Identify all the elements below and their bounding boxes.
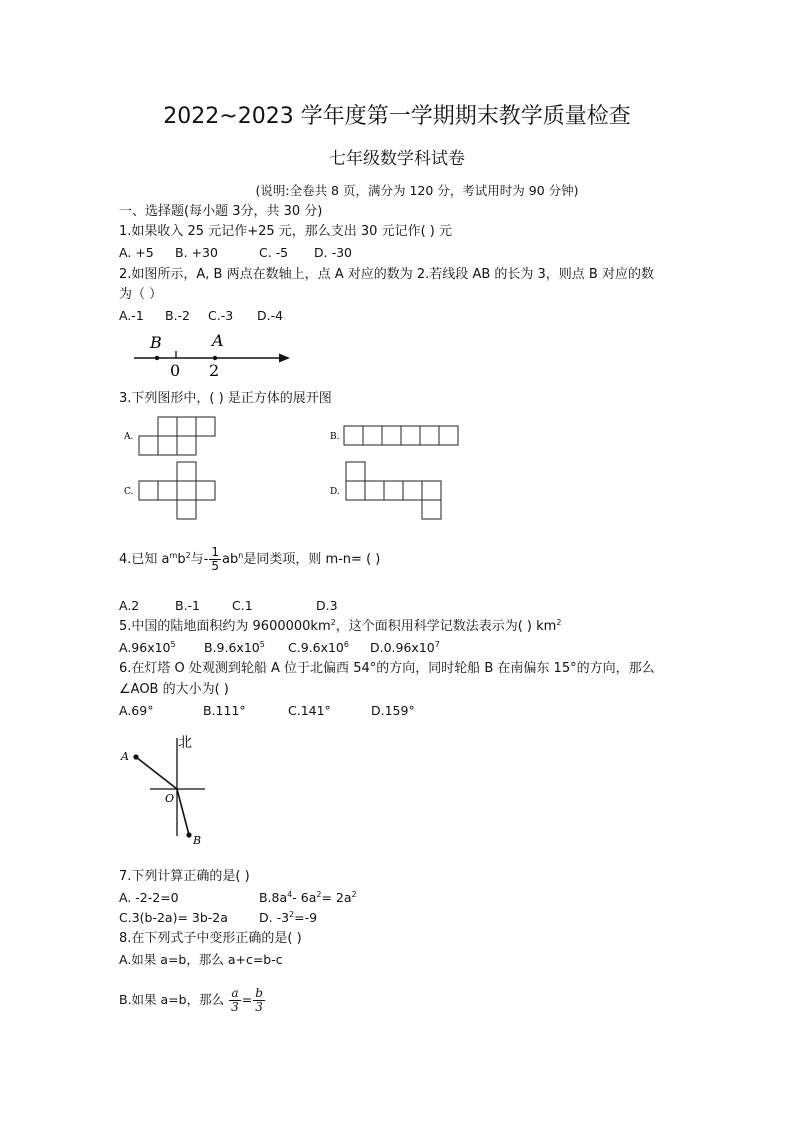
ray-oa	[136, 757, 177, 789]
label-b: B	[193, 834, 202, 847]
q6-option-b: B.111°	[203, 703, 246, 718]
q4-options	[119, 597, 519, 615]
tick-label-0: 0	[170, 361, 181, 380]
point-a-dot	[133, 754, 138, 759]
q4-exp-n: n	[238, 551, 244, 560]
net-label-d: D.	[330, 487, 340, 497]
point-b-dot	[186, 832, 191, 837]
q4-exp-2: 2	[185, 551, 191, 560]
compass-figure	[116, 728, 216, 853]
q4-b: b	[177, 552, 186, 567]
q5-exp-2: 2	[556, 618, 562, 627]
label-a: A	[121, 750, 129, 763]
q2-options	[119, 307, 519, 325]
q4-option-d: D.3	[316, 598, 338, 613]
q5-exp-1: 2	[330, 618, 336, 627]
q4-option-a: A.2	[119, 598, 140, 613]
q4-frac-num: 1	[211, 545, 220, 559]
q4-prefix: 4.已知 a	[119, 552, 170, 567]
point-b-dot	[155, 356, 159, 360]
q5-options	[119, 639, 539, 657]
q4-fraction	[209, 546, 221, 573]
label-a: A	[212, 331, 224, 350]
q4-text	[119, 545, 380, 575]
q6-text-line2: ∠AOB 的大小为( )	[119, 682, 229, 697]
q2-option-d: D.-4	[257, 308, 284, 323]
net-c	[139, 462, 215, 519]
q5-text	[119, 618, 561, 636]
net-d	[346, 462, 441, 519]
q7-option-a: A. -2-2=0	[119, 890, 179, 905]
q8-fraction-b: $\frac{b}{3}$	[255, 986, 263, 1014]
q8-fraction-a: $\frac{a}{3}$	[231, 986, 239, 1014]
number-line-arrow	[279, 354, 290, 363]
q7-options-row2	[119, 909, 539, 927]
q8-option-b	[119, 985, 266, 1017]
q4-mid: 与-	[190, 552, 209, 567]
net-label-c: C.	[124, 487, 134, 497]
cube-nets-figure	[118, 410, 478, 525]
q5-text-part1: 5.中国的陆地面积约为 9600000km	[119, 619, 331, 634]
q7-option-c: C.3(b-2a)= 3b-2a	[119, 910, 228, 925]
number-line-figure	[130, 330, 295, 380]
net-label-b: B.	[330, 432, 340, 442]
q8-text: 8.在下列式子中变形正确的是( )	[119, 931, 302, 946]
q5-option-a: $A.96x10^5$	[119, 640, 176, 655]
q7-option-d: D. $-3^2=-9$	[259, 910, 318, 925]
q1-option-c: C. -5	[259, 245, 289, 260]
q2-option-a: A.-1	[119, 308, 144, 323]
ray-ob	[177, 789, 189, 835]
north-label: 北	[178, 735, 192, 751]
q6-option-a: A.69°	[119, 703, 154, 718]
q5-option-d: $D.0.96x10^7$	[370, 640, 440, 655]
net-a	[139, 417, 215, 455]
q7-options-row1	[119, 889, 539, 907]
q1-option-a: A. +5	[119, 245, 154, 260]
net-b	[344, 426, 458, 445]
q8-option-a: A.如果 a=b，那么 a+c=b-c	[119, 952, 283, 967]
q2-option-c: C.-3	[208, 308, 234, 323]
q3-text: 3.下列图形中，( ) 是正方体的展开图	[119, 391, 332, 406]
section-title: 一、选择题(每小题 3分，共 30 分)	[119, 204, 323, 219]
exam-title: 2022~2023 学年度第一学期期末教学质量检查	[163, 104, 631, 129]
q6-options	[119, 702, 519, 720]
exam-note: (说明:全卷共 8 页，满分为 120 分，考试用时为 90 分钟)	[255, 183, 579, 198]
q4-option-b: B.-1	[175, 598, 201, 613]
net-label-a: A.	[124, 432, 134, 442]
q5-option-c: $C.9.6x10^6$	[288, 640, 349, 655]
q4-exp-m: m	[169, 551, 178, 560]
q5-option-b: $B.9.6x10^5$	[204, 640, 265, 655]
q6-option-c: C.141°	[288, 703, 331, 718]
q8-equals: =	[241, 992, 253, 1007]
q1-option-b: B. +30	[175, 245, 218, 260]
q4-frac-den: 5	[211, 559, 220, 573]
tick-label-2: 2	[209, 361, 220, 380]
q4-ab: ab	[222, 552, 239, 567]
q2-text-line2: 为（ ）	[119, 287, 163, 302]
point-a-dot	[213, 356, 217, 360]
q7-text: 7.下列计算正确的是( )	[119, 869, 250, 884]
q6-option-d: D.159°	[371, 703, 415, 718]
q4-option-c: C.1	[232, 598, 253, 613]
q2-option-b: B.-2	[165, 308, 191, 323]
label-o: O	[165, 792, 175, 805]
q1-text: 1.如果收入 25 元记作+25 元，那么支出 30 元记作( ) 元	[119, 224, 452, 239]
q7-option-b: $B.8a^4-$ $6a^2= 2a^2$	[259, 890, 357, 905]
q6-text-line1: 6.在灯塔 O 处观测到轮船 A 位于北偏西 54°的方向，同时轮船 B 在南偏东 15°的方向，那么	[119, 661, 655, 676]
q4-suffix: 是同类项，则 m-n= ( )	[243, 552, 381, 567]
label-b: B	[150, 333, 162, 352]
q2-text-line1: 2.如图所示，A, B 两点在数轴上，点 A 对应的数为 2.若线段 AB 的长为 3，则点 B 对应的数	[119, 267, 654, 282]
q1-options	[119, 244, 519, 262]
exam-subtitle: 七年级数学科试卷	[329, 149, 465, 169]
q8-option-b-prefix: B.如果 a=b，那么	[119, 992, 225, 1007]
q1-option-d: D. -30	[314, 245, 352, 260]
q5-text-part2: ，这个面积用科学记数法表示为( ) km	[335, 619, 557, 634]
